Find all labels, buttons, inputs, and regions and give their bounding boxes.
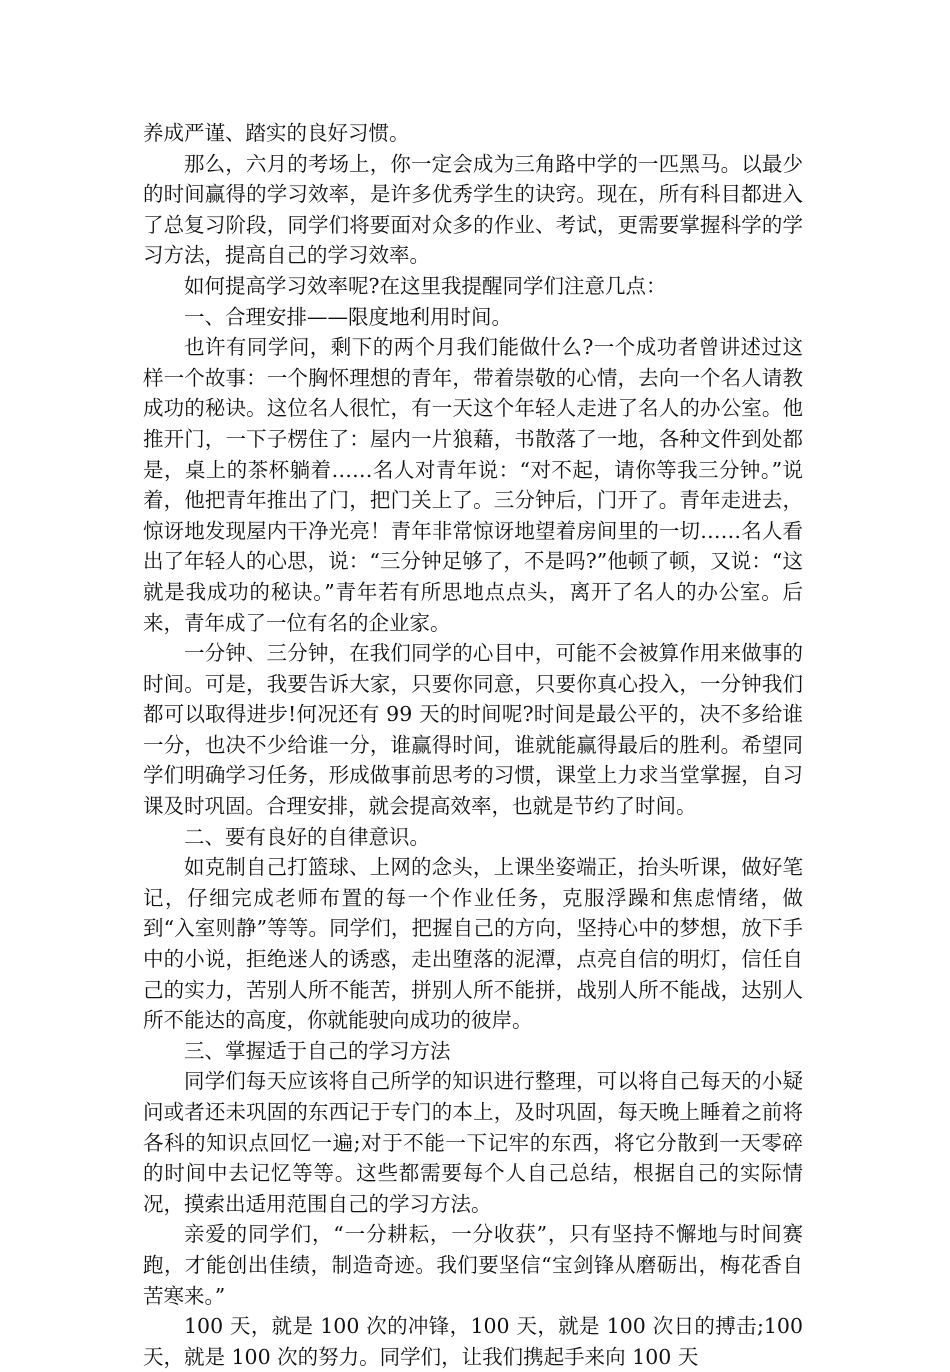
section-heading-2: 二、要有良好的自律意识。 xyxy=(184,824,430,849)
document-body xyxy=(143,118,803,1372)
paragraph-4: 也许有同学问，剩下的两个月我们能做什么?一个成功者曾讲述过这样一个故事：一个胸怀理想的青年，带着崇敬的心情，去向一个名人请教成功的秘诀。这位名人很忙，有一天这个年轻人走进了名人的办公室。他推开门，一下子楞住了：屋内一片狼藉，书散落了一地，各种文件到处都是，桌上的茶杯躺着……名人对青年说：“对不起，请你等我三分钟。”说着，他把青年推出了门，把门关上了。三分钟后，门开了。青年走进去，惊讶地发现屋内干净光亮！青年非常惊讶地望着房间里的一切……名人看出了年轻人的心思，说：“三分钟足够了，不是吗?”他顿了顿，又说：“这就是我成功的秘诀。”青年若有所思地点点头，离开了名人的办公室。后来，青年成了一位有名的企业家。 xyxy=(143,335,803,635)
paragraph-3: 如何提高学习效率呢?在这里我提醒同学们注意几点： xyxy=(184,273,667,298)
paragraph-6: 如克制自己打篮球、上网的念头，上课坐姿端正，抬头听课，做好笔记，仔细完成老师布置的每一个作业任务，克服浮躁和焦虑情绪，做到“入室则静”等等。同学们，把握自己的方向，坚持心中的梦想，放下手中的小说，拒绝迷人的诱惑，走出堕落的泥潭，点亮自信的明灯，信任自己的实力，苦别人所不能苦，拼别人所不能拼，战别人所不能战，达别人所不能达的高度，你就能驶向成功的彼岸。 xyxy=(143,855,803,1033)
section-heading-1: 一、合理安排——限度地利用时间。 xyxy=(184,304,512,329)
paragraph-2: 那么，六月的考场上，你一定会成为三角路中学的一匹黑马。以最少的时间赢得的学习效率，是许多优秀学生的诀窍。现在，所有科目都进入了总复习阶段，同学们将要面对众多的作业、考试，更需要掌握科学的学习方法，提高自己的学习效率。 xyxy=(143,151,803,268)
paragraph-7: 同学们每天应该将自己所学的知识进行整理，可以将自己每天的小疑问或者还未巩固的东西记于专门的本上，及时巩固，每天晚上睡着之前将各科的知识点回忆一遍;对于不能一下记牢的东西，将它分散到一天零碎的时间中去记忆等等。这些都需要每个人自己总结，根据自己的实际情况，摸索出适用范围自己的学习方法。 xyxy=(143,1069,803,1216)
paragraph-8: 亲爱的同学们，“一分耕耘，一分收获”，只有坚持不懈地与时间赛跑，才能创出佳绩，制造奇迹。我们要坚信“宝剑锋从磨砺出，梅花香自苦寒来。” xyxy=(143,1222,803,1308)
section-heading-3: 三、掌握适于自己的学习方法 xyxy=(184,1038,451,1063)
paragraph-9: 100 天，就是 100 次的冲锋，100 天，就是 100 次日的搏击;100 天，就是 100 次的努力。同学们，让我们携起手来向 100 天 xyxy=(143,1314,803,1369)
paragraph-1: 养成严谨、踏实的良好习惯。 xyxy=(143,121,410,145)
paragraph-5: 一分钟、三分钟，在我们同学的心目中，可能不会被算作用来做事的时间。可是，我要告诉大家，只要你同意，只要你真心投入，一分钟我们都可以取得进步!何况还有 99 天的时间呢?时间是最公平的，决不多给谁一分，也决不少给谁一分，谁赢得时间，谁就能赢得最后的胜利。希望同学们明确学习任务，形成做事前思考的习惯，课堂上力求当堂掌握，自习课及时巩固。合理安排，就会提高效率，也就是节约了时间。 xyxy=(143,641,803,819)
